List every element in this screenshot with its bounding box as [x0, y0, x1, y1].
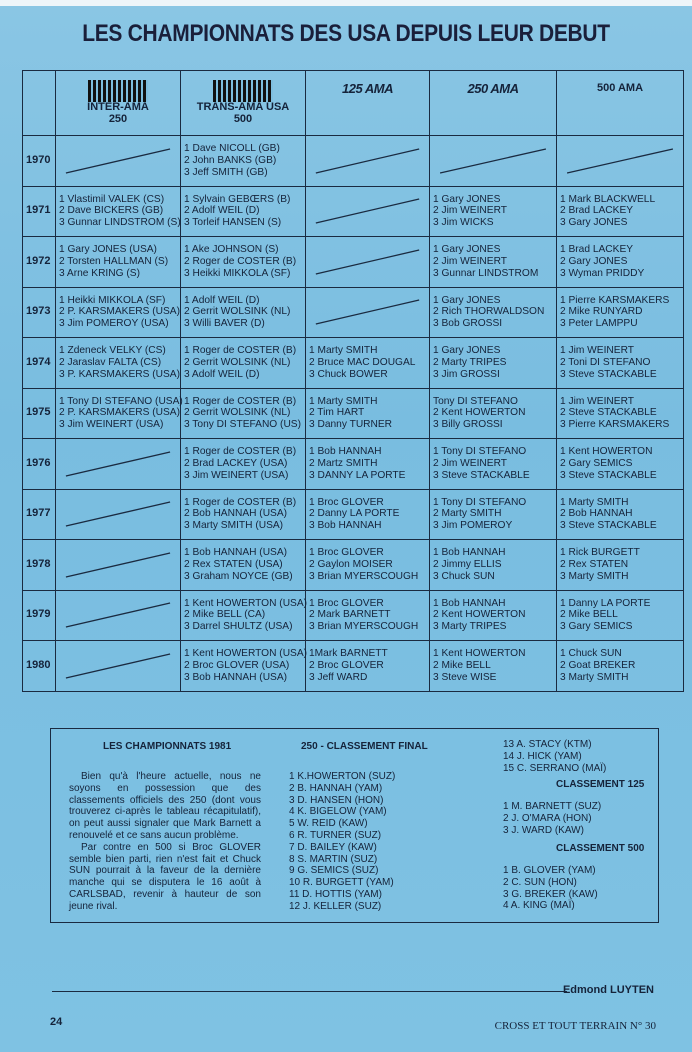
result-line: 3 Peter LAMPPU: [560, 318, 638, 330]
ranking-entry: 6 R. TURNER (SUZ): [289, 829, 382, 841]
result-line: 2 Marty SMITH: [433, 508, 502, 520]
result-cell-ama-250: [430, 540, 557, 591]
result-line: 3 Jim WICKS: [433, 217, 494, 229]
no-event-slash: [306, 191, 429, 231]
result-line: 2 Mark BARNETT: [309, 609, 391, 621]
result-cell-ama-500: [557, 186, 684, 237]
ranking-entry: 14 J. HICK (YAM): [503, 750, 582, 762]
ranking-entry: 1 M. BARNETT (SUZ): [503, 801, 602, 812]
result-line: 2 Rex STATEN (USA): [184, 558, 283, 570]
ranking-entry: 8 S. MARTIN (SUZ): [289, 853, 378, 865]
result-cell-ama-250: [430, 489, 557, 540]
result-cell-trans-ama-500: [181, 641, 306, 692]
result-line: 2 Brad LACKEY (USA): [184, 457, 288, 469]
signature-rule: [52, 991, 567, 992]
classement-125-title: CLASSEMENT 125: [556, 779, 645, 790]
table-row-1973: [23, 287, 684, 338]
result-line: 2 Adolf WEIL (D): [184, 205, 260, 217]
result-line: 1 Broc GLOVER: [309, 547, 384, 559]
result-line: 2 Steve STACKABLE: [560, 407, 657, 419]
result-cell-ama-125: [306, 489, 430, 540]
empty-cell-inter-ama-250: [56, 540, 181, 591]
result-cell-trans-ama-500: [181, 136, 306, 187]
empty-cell-ama-125: [306, 136, 430, 187]
result-cell-trans-ama-500: [181, 489, 306, 540]
result-line: 2 Torsten HALLMAN (S): [59, 255, 169, 267]
result-line: 3 Steve STACKABLE: [560, 469, 657, 481]
year-cell: 1978: [23, 540, 56, 591]
table-body: [23, 136, 684, 692]
result-line: 3 Chuck SUN: [433, 570, 495, 582]
empty-cell-ama-500: [557, 136, 684, 187]
result-line: 2 Broc GLOVER (USA): [184, 659, 290, 671]
result-line: 1 Brad LACKEY: [560, 244, 634, 256]
result-line: 2 P. KARSMAKERS (USA): [59, 306, 180, 318]
result-line: 1 Gary JONES: [433, 244, 501, 256]
result-line: 2 Gerrit WOLSINK (NL): [184, 356, 291, 368]
result-line: 1 Bob HANNAH: [433, 597, 506, 609]
result-line: 2 Gary SEMICS: [560, 457, 633, 469]
ranking-entry: 2 J. O'MARA (HON): [503, 812, 592, 824]
result-cell-ama-250: [430, 237, 557, 288]
result-line: 3 Marty TRIPES: [433, 621, 507, 633]
result-line: 1 Rick BURGETT: [560, 547, 640, 559]
ranking-entry: 12 J. KELLER (SUZ): [289, 900, 382, 912]
ranking-entry: 4 A. KING (MAÏ): [503, 900, 575, 912]
table-row-1978: [23, 540, 684, 591]
result-cell-ama-500: [557, 388, 684, 439]
result-line: 1 Kent HOWERTON (USA): [184, 597, 308, 609]
year-cell: 1972: [23, 237, 56, 288]
header-125-ama: 125 AMA: [306, 71, 430, 136]
result-line: 3 Tony DI STEFANO (US): [184, 419, 301, 431]
result-line: 1 Kent HOWERTON: [433, 648, 526, 660]
result-line: 3 Steve STACKABLE: [433, 469, 530, 481]
no-event-slash: [306, 141, 429, 181]
classement-250-title: 250 - CLASSEMENT FINAL: [301, 741, 428, 752]
result-cell-inter-ama-250: [56, 338, 181, 389]
result-line: 3 Torleif HANSEN (S): [184, 217, 282, 229]
result-line: 1 Gary JONES: [433, 345, 501, 357]
year-cell: 1975: [23, 388, 56, 439]
result-line: 1 Mark BLACKWELL: [560, 193, 656, 205]
ranking-entry: 11 D. HOTTIS (YAM): [289, 888, 382, 900]
classement-125-list: [503, 801, 601, 836]
result-cell-ama-250: [430, 338, 557, 389]
result-line: 1 Tony DI STEFANO: [433, 496, 527, 508]
year-cell: 1974: [23, 338, 56, 389]
inter-ama-logo: [88, 80, 148, 102]
result-line: 2 Mike RUNYARD: [560, 306, 643, 318]
result-line: 2 Roger de COSTER (B): [184, 255, 297, 267]
table-row-1979: [23, 590, 684, 641]
table-row-1977: [23, 489, 684, 540]
result-line: 2 Bob HANNAH: [560, 508, 633, 520]
empty-cell-inter-ama-250: [56, 641, 181, 692]
result-line: 3 DANNY LA PORTE: [309, 469, 406, 481]
result-line: 1 Bob HANNAH: [309, 446, 382, 458]
result-cell-trans-ama-500: [181, 338, 306, 389]
header-year: [23, 71, 56, 136]
result-line: 1 Broc GLOVER: [309, 496, 384, 508]
header-500-ama: 500 AMA: [557, 71, 684, 136]
result-line: 1 Adolf WEIL (D): [184, 294, 260, 306]
championship-table: [22, 70, 684, 692]
result-line: 3 Jim POMEROY: [433, 520, 513, 532]
page-title: LES CHAMPIONNATS DES USA DEPUIS LEUR DEBUT: [82, 20, 610, 47]
result-cell-ama-250: [430, 186, 557, 237]
result-line: 3 Arne KRING (S): [59, 267, 140, 279]
result-line: 1 Pierre KARSMAKERS: [560, 294, 670, 306]
result-line: 3 Jim GROSSI: [433, 368, 500, 380]
classement-250-list-continued: [503, 739, 606, 774]
table-row-1971: [23, 186, 684, 237]
result-cell-inter-ama-250: [56, 388, 181, 439]
result-line: 1 Tony DI STEFANO (USA): [59, 395, 183, 407]
no-event-slash: [56, 595, 180, 635]
no-event-slash: [56, 494, 180, 534]
result-line: 3 Steve WISE: [433, 671, 497, 683]
commentary-paragraph-2: Par contre en 500 si Broc GLOVER semble bien parti, rien n'est fait et Chuck SUN pourrait à la faveur de la dernière manche qui se disputera le 16 août à CARLSBAD, revenir à hauteur de son jeune rival.: [69, 841, 261, 912]
no-event-slash: [56, 545, 180, 585]
result-line: 2 Marty TRIPES: [433, 356, 507, 368]
result-line: 2 Jim WEINERT: [433, 205, 507, 217]
empty-cell-ama-125: [306, 237, 430, 288]
year-cell: 1970: [23, 136, 56, 187]
table-row-1980: [23, 641, 684, 692]
result-cell-ama-250: [430, 287, 557, 338]
result-line: 1 Ake JOHNSON (S): [184, 244, 279, 256]
result-line: 2 John BANKS (GB): [184, 154, 277, 166]
result-line: 1 Kent HOWERTON (USA): [184, 648, 308, 660]
result-line: 2 Danny LA PORTE: [309, 508, 400, 520]
result-line: 3 Gunnar LINDSTROM (S): [59, 217, 181, 229]
result-line: 1 Zdeneck VELKY (CS): [59, 345, 166, 357]
empty-cell-ama-125: [306, 287, 430, 338]
result-line: 1 Jim WEINERT: [560, 395, 634, 407]
result-line: 1 Dave NICOLL (GB): [184, 143, 280, 155]
result-cell-ama-500: [557, 439, 684, 490]
result-cell-ama-125: [306, 388, 430, 439]
result-line: 1 Vlastimil VALEK (CS): [59, 193, 165, 205]
result-line: 3 Gary SEMICS: [560, 621, 633, 633]
result-line: 1 Jim WEINERT: [560, 345, 634, 357]
result-line: 3 Graham NOYCE (GB): [184, 570, 293, 582]
result-line: 1Mark BARNETT: [309, 648, 388, 660]
result-line: 3 P. KARSMAKERS (USA): [59, 368, 180, 380]
table-row-1972: [23, 237, 684, 288]
result-line: 3 Jeff SMITH (GB): [184, 166, 268, 178]
result-line: 2 Dave BICKERS (GB): [59, 205, 164, 217]
result-line: 1 Gary JONES (USA): [59, 244, 157, 256]
page-number: 24: [50, 1016, 63, 1028]
ranking-entry: 9 G. SEMICS (SUZ): [289, 865, 379, 877]
result-cell-ama-500: [557, 338, 684, 389]
result-line: 2 Gerrit WOLSINK (NL): [184, 407, 291, 419]
ranking-entry: 1 B. GLOVER (YAM): [503, 865, 596, 876]
result-line: 3 Steve STACKABLE: [560, 520, 657, 532]
result-line: 3 Steve STACKABLE: [560, 368, 657, 380]
result-cell-ama-125: [306, 590, 430, 641]
result-cell-ama-500: [557, 489, 684, 540]
result-line: 1 Gary JONES: [433, 294, 501, 306]
header-inter-ama: INTER-AMA 250: [56, 71, 181, 136]
ranking-entry: 1 K.HOWERTON (SUZ): [289, 771, 396, 782]
ranking-entry: 13 A. STACY (KTM): [503, 739, 592, 750]
result-line: 2 Mike BELL: [433, 659, 491, 671]
empty-cell-inter-ama-250: [56, 136, 181, 187]
trans-ama-logo: [213, 80, 273, 102]
ranking-entry: 3 D. HANSEN (HON): [289, 794, 384, 806]
ranking-entry: 10 R. BURGETT (YAM): [289, 877, 394, 889]
result-line: 3 Willi BAVER (D): [184, 318, 265, 330]
empty-cell-ama-125: [306, 186, 430, 237]
result-line: 3 Jim POMEROY (USA): [59, 318, 169, 330]
no-event-slash: [56, 141, 180, 181]
result-line: 3 Jim WEINERT (USA): [59, 419, 164, 431]
result-line: 2 Jim WEINERT: [433, 457, 507, 469]
commentary-paragraph-1: Bien qu'à l'heure actuelle, nous ne soyons en possession que des classements officiels des 250 (dont vous trouverez ci-après le tableau récapitulatif), on peut aussi signaler que Mark Barnett a renouvelé et ce sans aucun problème.: [69, 771, 261, 841]
result-line: 2 Gary JONES: [560, 255, 628, 267]
result-cell-trans-ama-500: [181, 287, 306, 338]
result-cell-ama-250: [430, 439, 557, 490]
result-line: 2 Toni DI STEFANO: [560, 356, 651, 368]
result-line: 3 Marty SMITH: [560, 671, 629, 683]
year-cell: 1976: [23, 439, 56, 490]
result-line: 2 Jim WEINERT: [433, 255, 507, 267]
ranking-entry: 2 C. SUN (HON): [503, 876, 577, 888]
result-cell-trans-ama-500: [181, 237, 306, 288]
ranking-entry: 7 D. BAILEY (KAW): [289, 841, 377, 853]
result-line: 2 Rex STATEN: [560, 558, 629, 570]
no-event-slash: [430, 141, 556, 181]
table-row-1976: [23, 439, 684, 490]
result-line: 2 Jaraslav FALTA (CS): [59, 356, 162, 368]
result-line: 1 Danny LA PORTE: [560, 597, 651, 609]
result-line: 2 Goat BREKER: [560, 659, 636, 671]
result-line: 3 Bob HANNAH (USA): [184, 671, 288, 683]
result-line: 2 Mike BELL (CA): [184, 609, 266, 621]
result-cell-ama-125: [306, 338, 430, 389]
result-line: 3 Brian MYERSCOUGH: [309, 621, 419, 633]
result-line: 1 Roger de COSTER (B): [184, 345, 297, 357]
result-cell-trans-ama-500: [181, 388, 306, 439]
table-row-1975: [23, 388, 684, 439]
result-line: 3 Danny TURNER: [309, 419, 393, 431]
year-cell: 1980: [23, 641, 56, 692]
result-line: 3 Marty SMITH (USA): [184, 520, 284, 532]
commentary-text: [69, 771, 261, 913]
result-line: 3 Marty SMITH: [560, 570, 629, 582]
result-line: 2 Broc GLOVER: [309, 659, 384, 671]
no-event-slash: [306, 292, 429, 332]
magazine-footer: CROSS ET TOUT TERRAIN N° 30: [494, 1020, 656, 1032]
result-line: 1 Tony DI STEFANO: [433, 446, 527, 458]
result-line: 2 Kent HOWERTON: [433, 609, 526, 621]
result-line: 2 Mike BELL: [560, 609, 618, 621]
result-cell-ama-125: [306, 540, 430, 591]
result-line: 3 Wyman PRIDDY: [560, 267, 645, 279]
result-line: 3 Billy GROSSI: [433, 419, 503, 431]
no-event-slash: [56, 646, 180, 686]
year-cell: 1971: [23, 186, 56, 237]
result-line: 1 Sylvain GEBŒRS (B): [184, 193, 291, 205]
result-line: 3 Chuck BOWER: [309, 368, 388, 380]
result-line: 1 Marty SMITH: [309, 345, 378, 357]
result-cell-trans-ama-500: [181, 540, 306, 591]
result-line: 1 Bob HANNAH (USA): [184, 547, 288, 559]
ranking-entry: 3 J. WARD (KAW): [503, 824, 584, 836]
result-line: 1 Roger de COSTER (B): [184, 395, 297, 407]
empty-cell-inter-ama-250: [56, 489, 181, 540]
result-line: 3 Gunnar LINDSTROM: [433, 267, 539, 279]
result-cell-ama-250: [430, 641, 557, 692]
year-cell: 1979: [23, 590, 56, 641]
empty-cell-inter-ama-250: [56, 590, 181, 641]
empty-cell-inter-ama-250: [56, 439, 181, 490]
header-trans-ama: TRANS-AMA USA 500: [181, 71, 306, 136]
result-cell-ama-125: [306, 641, 430, 692]
header-250-ama: 250 AMA: [430, 71, 557, 136]
result-line: 3 Gary JONES: [560, 217, 628, 229]
result-cell-ama-500: [557, 641, 684, 692]
result-line: 2 Gerrit WOLSINK (NL): [184, 306, 291, 318]
result-line: Tony DI STEFANO: [433, 395, 518, 407]
classement-500-title: CLASSEMENT 500: [556, 843, 645, 854]
result-line: 3 Pierre KARSMAKERS: [560, 419, 670, 431]
table-row-1974: [23, 338, 684, 389]
result-cell-trans-ama-500: [181, 186, 306, 237]
table-row-1970: [23, 136, 684, 187]
result-line: 3 Heikki MIKKOLA (SF): [184, 267, 291, 279]
empty-cell-ama-250: [430, 136, 557, 187]
result-line: 1 Marty SMITH: [560, 496, 629, 508]
author-signature: Edmond LUYTEN: [562, 984, 654, 996]
result-cell-ama-500: [557, 237, 684, 288]
result-cell-ama-250: [430, 388, 557, 439]
result-cell-ama-250: [430, 590, 557, 641]
result-line: 1 Heikki MIKKOLA (SF): [59, 294, 166, 306]
result-line: 1 Roger de COSTER (B): [184, 496, 297, 508]
ranking-entry: 4 K. BIGELOW (YAM): [289, 806, 387, 818]
result-line: 2 Bob HANNAH (USA): [184, 508, 288, 520]
no-event-slash: [557, 141, 683, 181]
no-event-slash: [306, 242, 429, 282]
result-line: 3 Adolf WEIL (D): [184, 368, 260, 380]
result-cell-ama-125: [306, 439, 430, 490]
table-header-row: [23, 71, 684, 136]
classement-500-list: [503, 865, 598, 912]
result-cell-trans-ama-500: [181, 439, 306, 490]
result-line: 1 Bob HANNAH: [433, 547, 506, 559]
result-cell-inter-ama-250: [56, 186, 181, 237]
result-line: 1 Roger de COSTER (B): [184, 446, 297, 458]
result-line: 2 Kent HOWERTON: [433, 407, 526, 419]
result-line: 1 Kent HOWERTON: [560, 446, 653, 458]
result-cell-ama-500: [557, 540, 684, 591]
result-cell-ama-500: [557, 287, 684, 338]
result-line: 3 Jim WEINERT (USA): [184, 469, 289, 481]
result-cell-trans-ama-500: [181, 590, 306, 641]
result-cell-ama-500: [557, 590, 684, 641]
page-top-edge: [0, 0, 692, 6]
result-line: 1 Marty SMITH: [309, 395, 378, 407]
ranking-entry: 2 B. HANNAH (YAM): [289, 782, 383, 794]
result-line: 2 P. KARSMAKERS (USA): [59, 407, 180, 419]
result-cell-inter-ama-250: [56, 237, 181, 288]
result-line: 1 Gary JONES: [433, 193, 501, 205]
result-line: 2 Jimmy ELLIS: [433, 558, 502, 570]
result-cell-inter-ama-250: [56, 287, 181, 338]
result-line: 2 Gaylon MOISER: [309, 558, 393, 570]
result-line: 2 Martz SMITH: [309, 457, 378, 469]
result-line: 1 Broc GLOVER: [309, 597, 384, 609]
ranking-entry: 3 G. BREKER (KAW): [503, 888, 598, 900]
year-cell: 1973: [23, 287, 56, 338]
result-line: 3 Brian MYERSCOUGH: [309, 570, 419, 582]
result-line: 2 Bruce MAC DOUGAL: [309, 356, 416, 368]
no-event-slash: [56, 444, 180, 484]
result-line: 2 Rich THORWALDSON: [433, 306, 545, 318]
result-line: 2 Tim HART: [309, 407, 365, 419]
result-line: 3 Bob HANNAH: [309, 520, 382, 532]
box-title: LES CHAMPIONNATS 1981: [103, 741, 232, 752]
ranking-entry: 15 C. SERRANO (MAÏ): [503, 762, 607, 774]
classement-250-list: [289, 771, 395, 913]
result-line: 3 Jeff WARD: [309, 671, 368, 683]
result-line: 3 Darrel SHULTZ (USA): [184, 621, 293, 633]
year-cell: 1977: [23, 489, 56, 540]
result-line: 3 Bob GROSSI: [433, 318, 503, 330]
results-1981-box: [50, 728, 659, 923]
ranking-entry: 5 W. REID (KAW): [289, 818, 368, 830]
result-line: 1 Chuck SUN: [560, 648, 622, 660]
result-line: 2 Brad LACKEY: [560, 205, 634, 217]
